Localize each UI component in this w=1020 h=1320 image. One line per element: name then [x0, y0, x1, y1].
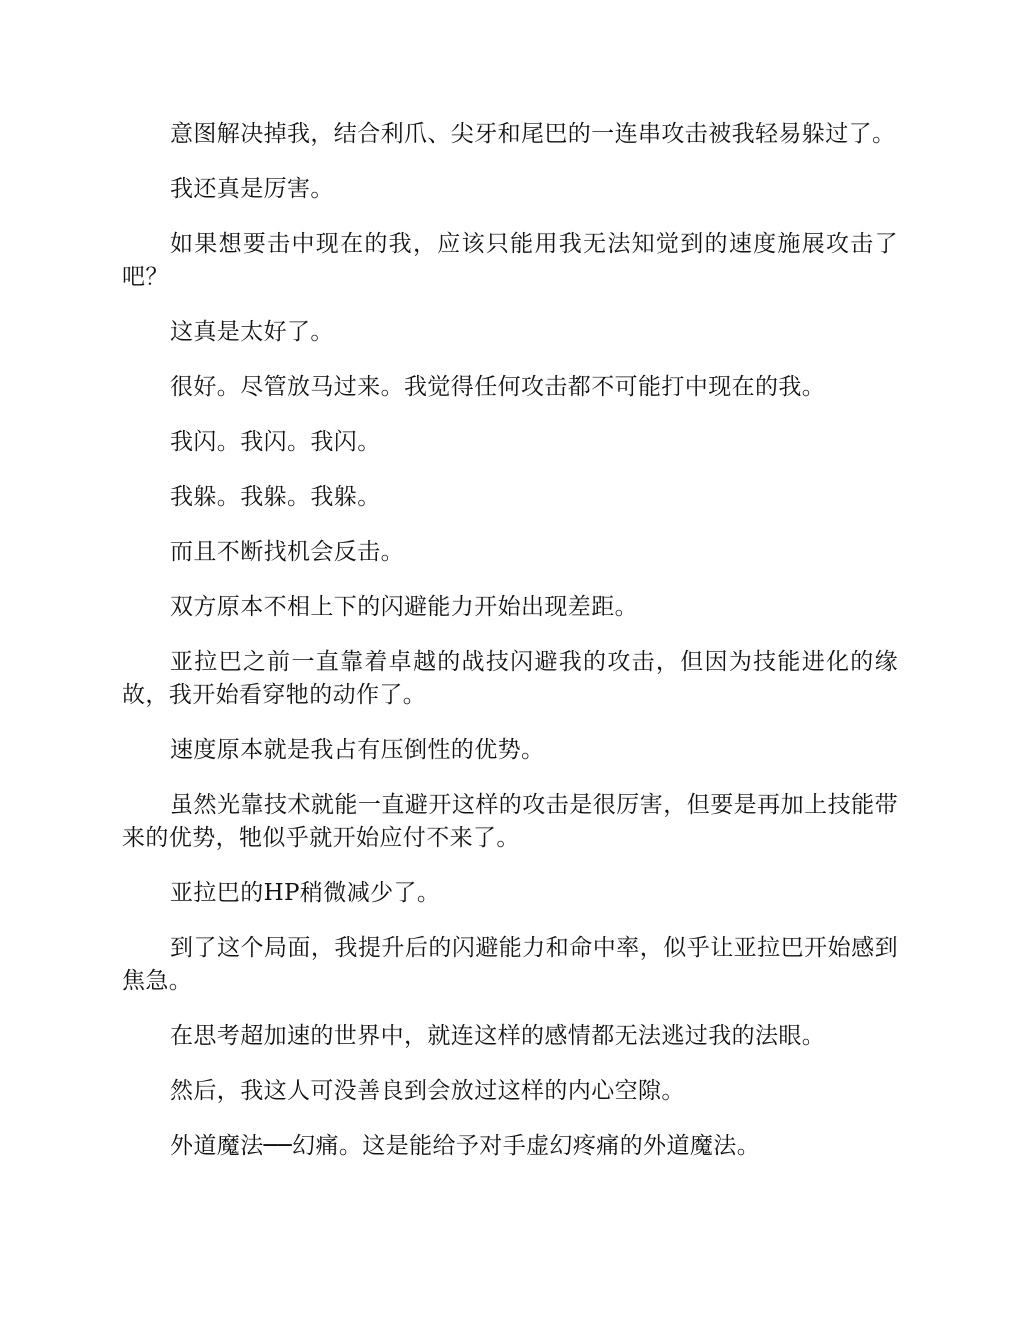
text-body — [122, 118, 898, 1185]
paragraph: 在思考超加速的世界中，就连这样的感情都无法逃过我的法眼。 — [170, 1023, 826, 1049]
paragraph: 很好。尽管放马过来。我觉得任何攻击都不可能打中现在的我。 — [170, 374, 826, 400]
paragraph: 如果想要击中现在的我，应该只能用我无法知觉到的速度施展攻击了吧？ — [122, 231, 898, 290]
paragraph: 然后，我这人可没善良到会放过这样的内心空隙。 — [170, 1078, 685, 1104]
paragraph: 亚拉巴的HP稍微减少了。 — [170, 880, 441, 906]
paragraph: 我躲。我躲。我躲。 — [170, 484, 381, 510]
paragraph: 双方原本不相上下的闪避能力开始出现差距。 — [170, 594, 638, 620]
paragraph: 我闪。我闪。我闪。 — [170, 429, 381, 455]
paragraph: 外道魔法──幻痛。这是能给予对手虚幻疼痛的外道魔法。 — [170, 1133, 761, 1159]
paragraph: 虽然光靠技术就能一直避开这样的攻击是很厉害，但要是再加上技能带来的优势，牠似乎就开始应付不来了。 — [122, 792, 898, 851]
paragraph: 速度原本就是我占有压倒性的优势。 — [170, 737, 545, 763]
paragraph: 到了这个局面，我提升后的闪避能力和命中率，似乎让亚拉巴开始感到焦急。 — [122, 935, 898, 994]
paragraph: 这真是太好了。 — [170, 319, 334, 345]
paragraph: 意图解决掉我，结合利爪、尖牙和尾巴的一连串攻击被我轻易躲过了。 — [170, 121, 896, 147]
paragraph: 亚拉巴之前一直靠着卓越的战技闪避我的攻击，但因为技能进化的缘故，我开始看穿牠的动作了。 — [122, 649, 898, 708]
paragraph: 我还真是厉害。 — [170, 176, 334, 202]
paragraph: 而且不断找机会反击。 — [170, 539, 404, 565]
